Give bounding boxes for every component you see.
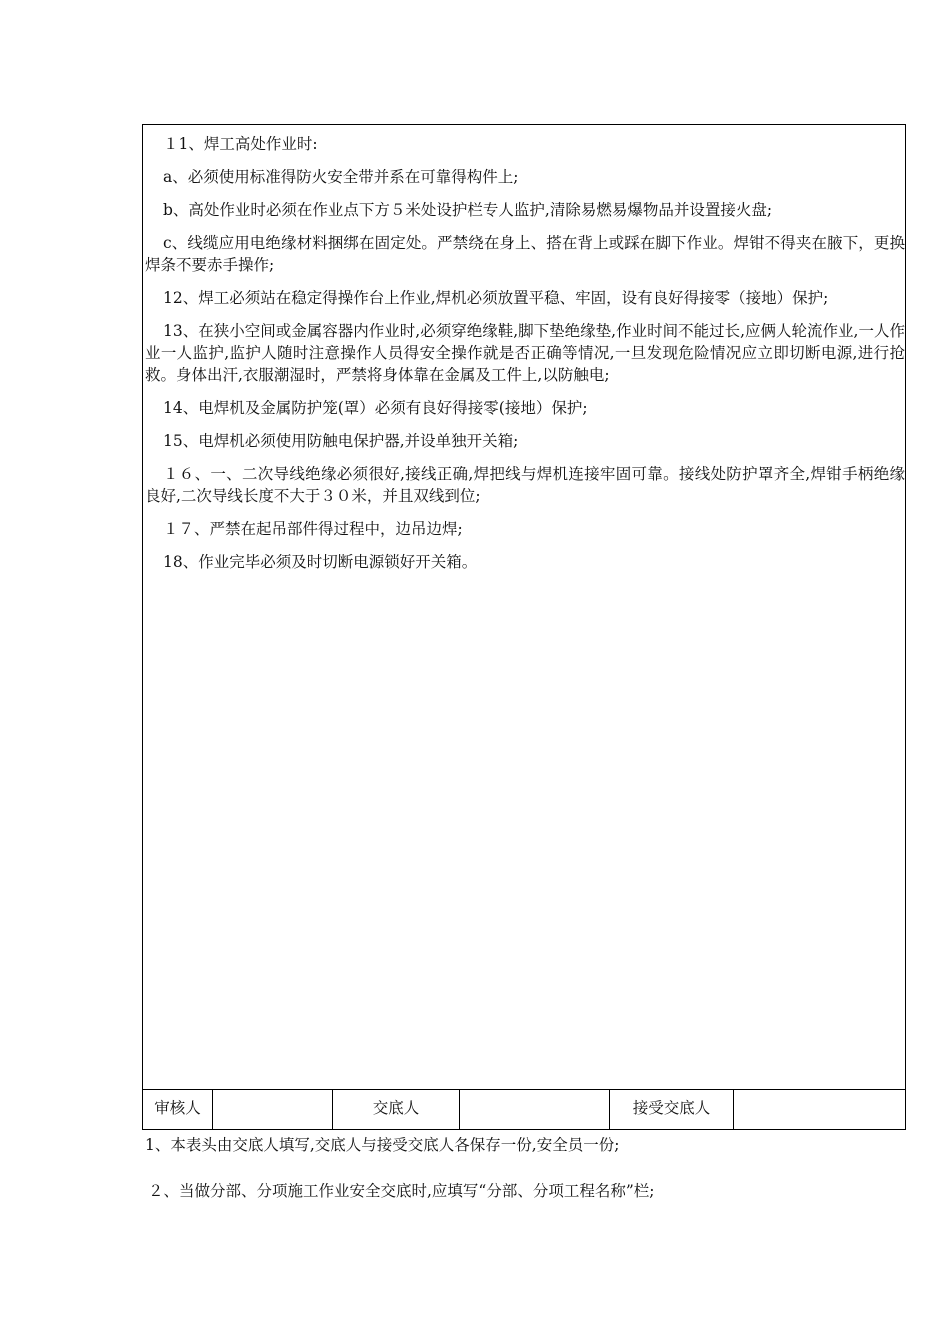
paragraph-11: １1、焊工高处作业时:: [163, 135, 318, 153]
paragraph-12: 12、焊工必须站在稳定得操作台上作业,焊机必须放置平稳、牢固，设有良好得接零（接地）保护;: [163, 289, 829, 307]
paragraph-13: 13、在狭小空间或金属容器内作业时,必须穿绝缘鞋,脚下垫绝缘垫,作业时间不能过长,应俩人轮流作业,一人作业一人监护,监护人随时注意操作人员得安全操作就是否正确等情况,一旦发现危险情况应立即切断电源,进行抢救。身体出汗,衣服潮湿时，严禁将身体靠在金属及工件上,以防触电;: [145, 322, 905, 384]
paragraph-11a: a、必须使用标准得防火安全带并系在可靠得构件上;: [163, 168, 519, 186]
paragraph-14: 14、电焊机及金属防护笼(罩）必须有良好得接零(接地）保护;: [163, 399, 588, 417]
paragraph-16: １６、一、二次导线绝缘必须很好,接线正确,焊把线与焊机连接牢固可靠。接线处防护罩齐全,焊钳手柄绝缘良好,二次导线长度不大于３０米，并且双线到位;: [145, 465, 905, 505]
paragraph-18: 18、作业完毕必须及时切断电源锁好开关箱。: [163, 553, 478, 571]
note-1: 1、本表头由交底人填写,交底人与接受交底人各保存一份,安全员一份;: [145, 1136, 620, 1154]
discloser-label: 交底人: [333, 1090, 460, 1129]
receiver-label: 接受交底人: [610, 1090, 734, 1129]
receiver-field[interactable]: [734, 1090, 905, 1129]
reviewer-label: 审核人: [143, 1090, 213, 1129]
paragraph-15: 15、电焊机必须使用防触电保护器,并设单独开关箱;: [163, 432, 519, 450]
disclosure-table: [142, 124, 906, 1130]
paragraph-11b: b、高处作业时必须在作业点下方５米处设护栏专人监护,清除易燃易爆物品并设置接火盘;: [163, 201, 773, 219]
paragraph-17: １７、严禁在起吊部件得过程中，边吊边焊;: [163, 520, 463, 538]
content-cell: [143, 125, 905, 1091]
reviewer-field[interactable]: [213, 1090, 333, 1129]
signature-row: [143, 1089, 905, 1129]
discloser-field[interactable]: [460, 1090, 610, 1129]
paragraph-11c: c、线缆应用电绝缘材料捆绑在固定处。严禁绕在身上、搭在背上或踩在脚下作业。焊钳不得夹在腋下，更换焊条不要赤手操作;: [145, 234, 905, 274]
note-2: ２、当做分部、分项施工作业安全交底时,应填写“分部、分项工程名称”栏;: [148, 1182, 655, 1200]
